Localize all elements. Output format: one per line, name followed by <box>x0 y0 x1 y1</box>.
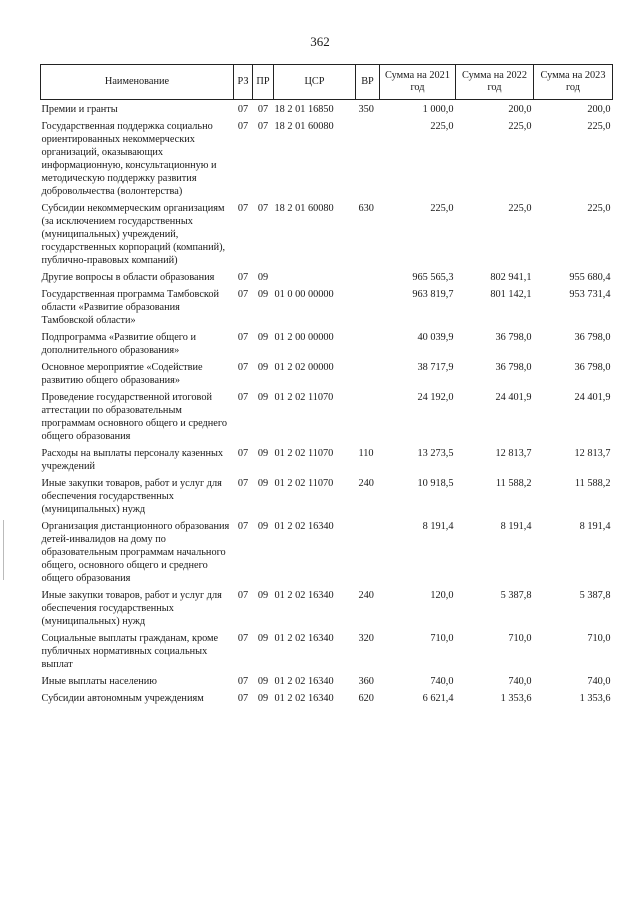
cell-vr: 350 <box>358 104 374 115</box>
header-csr: ЦСР <box>274 65 356 100</box>
cell-sum-2022: 225,0 <box>508 203 532 214</box>
cell-sum-2022: 801 142,1 <box>490 289 532 300</box>
cell-sum-2023: 953 731,4 <box>569 289 611 300</box>
cell-name: Проведение государственной итоговой аттестации по образовательным программам основного общего и среднего общего образования <box>41 392 227 442</box>
cell-rz: 07 <box>237 362 249 373</box>
cell-name: Расходы на выплаты персоналу казенных учреждений <box>41 448 224 472</box>
cell-pr: 09 <box>257 392 269 403</box>
cell-pr: 09 <box>257 332 269 343</box>
cell-csr: 18 2 01 60080 <box>274 203 334 214</box>
cell-sum-2023: 225,0 <box>587 203 611 214</box>
cell-pr: 09 <box>257 521 269 532</box>
cell-pr: 09 <box>257 693 269 704</box>
cell-vr: 630 <box>358 203 374 214</box>
cell-sum-2023: 1 353,6 <box>579 693 611 704</box>
cell-sum-2021: 24 192,0 <box>417 392 454 403</box>
cell-csr: 18 2 01 16850 <box>274 104 334 115</box>
cell-sum-2021: 225,0 <box>430 121 454 132</box>
cell-rz: 07 <box>237 693 249 704</box>
cell-sum-2022: 740,0 <box>508 676 532 687</box>
cell-name: Социальные выплаты гражданам, кроме публичных нормативных социальных выплат <box>41 633 219 670</box>
table-row <box>41 391 613 447</box>
cell-pr: 07 <box>257 104 269 115</box>
cell-sum-2021: 965 565,3 <box>412 272 454 283</box>
cell-name: Другие вопросы в области образования <box>41 272 215 283</box>
header-sum-2022: Сумма на 2022 год <box>456 65 534 100</box>
cell-sum-2023: 36 798,0 <box>574 362 611 373</box>
cell-sum-2023: 740,0 <box>587 676 611 687</box>
cell-sum-2022: 24 401,9 <box>495 392 532 403</box>
table-row <box>41 447 613 477</box>
cell-sum-2023: 225,0 <box>587 121 611 132</box>
cell-pr: 09 <box>257 590 269 601</box>
cell-sum-2021: 10 918,5 <box>417 478 454 489</box>
cell-rz: 07 <box>237 590 249 601</box>
table-row <box>41 692 613 709</box>
cell-vr <box>356 361 380 391</box>
cell-rz: 07 <box>237 676 249 687</box>
table-row <box>41 288 613 331</box>
cell-name: Субсидии автономным учреждениям <box>41 693 204 704</box>
cell-rz: 07 <box>237 633 249 644</box>
cell-sum-2022: 710,0 <box>508 633 532 644</box>
table-row <box>41 202 613 271</box>
cell-sum-2023: 955 680,4 <box>569 272 611 283</box>
page-number: 362 <box>310 34 330 49</box>
cell-csr <box>274 271 356 288</box>
cell-sum-2021: 120,0 <box>430 590 454 601</box>
cell-pr: 09 <box>257 478 269 489</box>
header-pr: ПР <box>253 65 274 100</box>
cell-rz: 07 <box>237 121 249 132</box>
cell-name: Премии и гранты <box>41 104 118 115</box>
cell-sum-2021: 8 191,4 <box>422 521 454 532</box>
cell-csr: 01 2 02 16340 <box>274 521 334 532</box>
binding-mark <box>3 520 4 580</box>
table-row <box>41 271 613 288</box>
header-rz: РЗ <box>234 65 253 100</box>
table-header-row <box>41 65 613 100</box>
cell-name: Организация дистанционного образования детей-инвалидов на дому по образовательным программам начального общего, основного общего и среднего общего образования <box>41 521 230 584</box>
table-row <box>41 589 613 632</box>
cell-vr <box>356 520 380 589</box>
cell-vr <box>356 288 380 331</box>
cell-rz: 07 <box>237 521 249 532</box>
cell-sum-2021: 710,0 <box>430 633 454 644</box>
cell-sum-2021: 40 039,9 <box>417 332 454 343</box>
cell-sum-2023: 5 387,8 <box>579 590 611 601</box>
cell-pr: 09 <box>257 676 269 687</box>
table-row <box>41 632 613 675</box>
header-vr: ВР <box>356 65 380 100</box>
header-name: Наименование <box>41 65 234 100</box>
cell-sum-2023: 11 588,2 <box>574 478 611 489</box>
cell-name: Государственная поддержка социально ориентированных некоммерческих организаций, оказывающих информационную, консультационную и методическую поддержку развития добровольчества (волонтерства) <box>41 121 217 197</box>
cell-pr: 09 <box>257 633 269 644</box>
cell-sum-2021: 6 621,4 <box>422 693 454 704</box>
cell-csr: 01 2 02 11070 <box>274 448 334 459</box>
cell-pr: 09 <box>257 289 269 300</box>
cell-pr: 09 <box>257 448 269 459</box>
cell-pr: 07 <box>257 121 269 132</box>
cell-rz: 07 <box>237 392 249 403</box>
cell-sum-2022: 802 941,1 <box>490 272 532 283</box>
cell-pr: 07 <box>257 203 269 214</box>
cell-sum-2022: 11 588,2 <box>495 478 532 489</box>
cell-sum-2022: 5 387,8 <box>500 590 532 601</box>
cell-sum-2022: 225,0 <box>508 121 532 132</box>
cell-vr <box>356 120 380 202</box>
cell-name: Подпрограмма «Развитие общего и дополнительного образования» <box>41 332 197 356</box>
cell-csr: 01 2 02 16340 <box>274 676 334 687</box>
cell-sum-2021: 38 717,9 <box>417 362 454 373</box>
cell-vr <box>356 391 380 447</box>
cell-pr: 09 <box>257 272 269 283</box>
cell-rz: 07 <box>237 332 249 343</box>
cell-sum-2021: 740,0 <box>430 676 454 687</box>
cell-csr: 18 2 01 60080 <box>274 121 334 132</box>
cell-sum-2022: 8 191,4 <box>500 521 532 532</box>
cell-rz: 07 <box>237 104 249 115</box>
cell-sum-2022: 36 798,0 <box>495 362 532 373</box>
cell-sum-2021: 225,0 <box>430 203 454 214</box>
cell-sum-2022: 36 798,0 <box>495 332 532 343</box>
table-row <box>41 331 613 361</box>
cell-rz: 07 <box>237 478 249 489</box>
cell-csr: 01 2 02 11070 <box>274 478 334 489</box>
table-row <box>41 100 613 121</box>
cell-rz: 07 <box>237 272 249 283</box>
cell-csr: 01 2 02 16340 <box>274 633 334 644</box>
cell-name: Иные закупки товаров, работ и услуг для обеспечения государственных (муниципальных) нужд <box>41 478 222 515</box>
cell-name: Государственная программа Тамбовской области «Развитие образования Тамбовской области» <box>41 289 220 326</box>
table-body <box>41 100 613 710</box>
cell-sum-2023: 12 813,7 <box>574 448 611 459</box>
cell-sum-2023: 710,0 <box>587 633 611 644</box>
cell-sum-2023: 24 401,9 <box>574 392 611 403</box>
cell-vr: 240 <box>358 478 374 489</box>
cell-csr: 01 2 02 11070 <box>274 392 334 403</box>
cell-name: Субсидии некоммерческим организациям (за исключением государственных (муниципальных) учреждений, государственных корпораций (компаний), публично-правовых компаний) <box>41 203 226 266</box>
budget-table <box>40 64 613 709</box>
cell-vr: 620 <box>358 693 374 704</box>
cell-vr: 110 <box>358 448 374 459</box>
cell-sum-2022: 200,0 <box>508 104 532 115</box>
table-row <box>41 361 613 391</box>
cell-csr: 01 2 02 00000 <box>274 362 334 373</box>
cell-name: Иные выплаты населению <box>41 676 158 687</box>
cell-rz: 07 <box>237 448 249 459</box>
cell-rz: 07 <box>237 203 249 214</box>
header-sum-2021: Сумма на 2021 год <box>380 65 456 100</box>
cell-sum-2022: 12 813,7 <box>495 448 532 459</box>
table-row <box>41 675 613 692</box>
table-row <box>41 120 613 202</box>
cell-sum-2023: 36 798,0 <box>574 332 611 343</box>
cell-rz: 07 <box>237 289 249 300</box>
table-row <box>41 520 613 589</box>
cell-csr: 01 0 00 00000 <box>274 289 334 300</box>
cell-vr <box>356 271 380 288</box>
cell-sum-2022: 1 353,6 <box>500 693 532 704</box>
cell-sum-2023: 8 191,4 <box>579 521 611 532</box>
header-sum-2023: Сумма на 2023 год <box>534 65 613 100</box>
cell-name: Основное мероприятие «Содействие развитию общего образования» <box>41 362 203 386</box>
cell-sum-2021: 1 000,0 <box>422 104 454 115</box>
cell-vr: 360 <box>358 676 374 687</box>
cell-csr: 01 2 00 00000 <box>274 332 334 343</box>
cell-sum-2021: 963 819,7 <box>412 289 454 300</box>
cell-vr <box>356 331 380 361</box>
table-row <box>41 477 613 520</box>
cell-sum-2021: 13 273,5 <box>417 448 454 459</box>
cell-vr: 320 <box>358 633 374 644</box>
cell-sum-2023: 200,0 <box>587 104 611 115</box>
cell-csr: 01 2 02 16340 <box>274 590 334 601</box>
cell-csr: 01 2 02 16340 <box>274 693 334 704</box>
cell-pr: 09 <box>257 362 269 373</box>
cell-vr: 240 <box>358 590 374 601</box>
cell-name: Иные закупки товаров, работ и услуг для обеспечения государственных (муниципальных) нужд <box>41 590 222 627</box>
